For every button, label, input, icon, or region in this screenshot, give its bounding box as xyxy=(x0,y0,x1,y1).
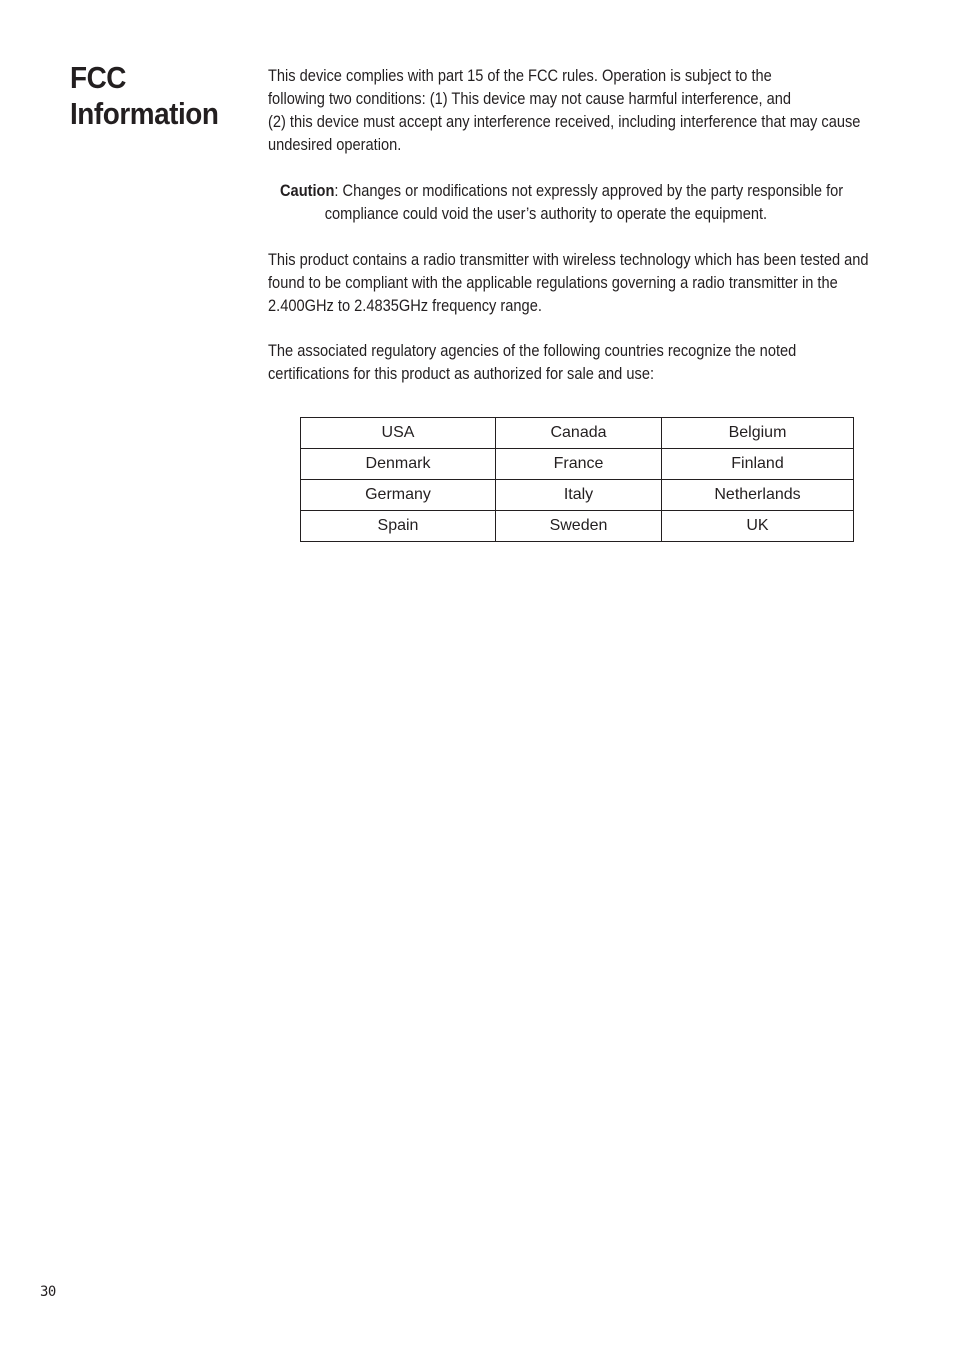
title-line-1: FCC xyxy=(70,60,126,95)
table-cell: Sweden xyxy=(496,511,662,542)
text-line: following two conditions: (1) This device may not cause harmful interference, and xyxy=(268,89,792,108)
table-cell: USA xyxy=(301,418,496,449)
countries-table xyxy=(300,417,854,542)
table-cell: Belgium xyxy=(662,418,854,449)
text-line: 2.400GHz to 2.4835GHz frequency range. xyxy=(268,296,542,315)
text-line xyxy=(280,179,920,202)
text-line: (2) this device must accept any interference received, including interference that may cause xyxy=(268,112,861,131)
table-row xyxy=(301,480,854,511)
compliance-paragraph xyxy=(268,64,908,156)
table-row xyxy=(301,449,854,480)
caution-paragraph xyxy=(280,179,920,225)
table-cell: Denmark xyxy=(301,449,496,480)
agencies-paragraph xyxy=(268,339,908,385)
table-cell: UK xyxy=(662,511,854,542)
radio-paragraph xyxy=(268,248,908,317)
page-title xyxy=(70,60,219,132)
text-line: found to be compliant with the applicable regulations governing a radio transmitter in the xyxy=(268,273,838,292)
text-line: This device complies with part 15 of the FCC rules. Operation is subject to the xyxy=(268,66,772,85)
table-cell: Italy xyxy=(496,480,662,511)
table-cell: Netherlands xyxy=(662,480,854,511)
table-cell: Finland xyxy=(662,449,854,480)
table-cell: Germany xyxy=(301,480,496,511)
text-line: certifications for this product as authorized for sale and use: xyxy=(268,364,655,383)
table-row xyxy=(301,418,854,449)
text-line: compliance could void the user’s authority to operate the equipment. xyxy=(324,204,768,223)
caution-label: Caution xyxy=(280,181,335,200)
text-line: undesired operation. xyxy=(268,135,402,154)
table-cell: Spain xyxy=(301,511,496,542)
text-line: The associated regulatory agencies of the following countries recognize the noted xyxy=(268,341,797,360)
table-row xyxy=(301,511,854,542)
text-line: This product contains a radio transmitter with wireless technology which has been tested and xyxy=(268,250,869,269)
page-number: 30 xyxy=(40,1284,56,1300)
caution-text: : Changes or modifications not expressly approved by the party responsible for xyxy=(334,181,844,200)
table-cell: Canada xyxy=(496,418,662,449)
title-line-2: Information xyxy=(70,96,219,131)
table-cell: France xyxy=(496,449,662,480)
